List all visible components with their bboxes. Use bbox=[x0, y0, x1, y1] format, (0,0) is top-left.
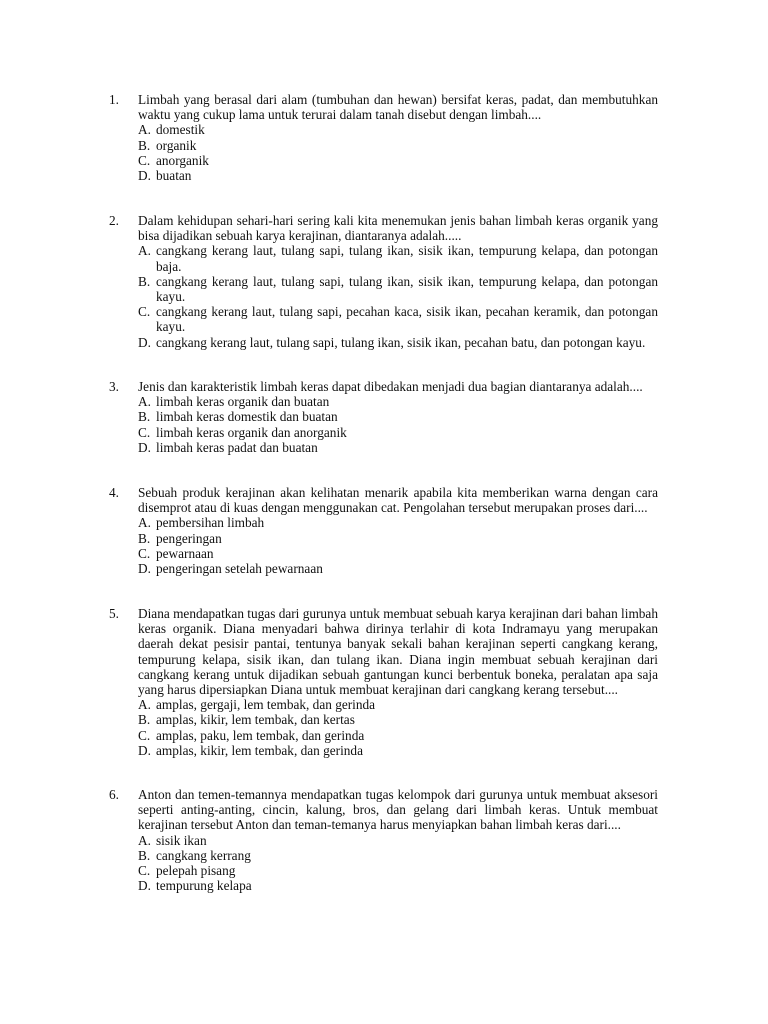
option-text: organik bbox=[156, 137, 197, 153]
option-d bbox=[138, 335, 658, 350]
question-stem: Sebuah produk kerajinan akan kelihatan menarik apabila kita memberikan warna dengan cara disemprot atau di kuas dengan menggunakan cat. Pengolahan tersebut merupakan proses dari.... bbox=[138, 485, 658, 516]
option-text: cangkang kerang laut, tulang sapi, tulang ikan, sisik ikan, pecahan batu, dan potongan kayu. bbox=[156, 334, 646, 350]
option-c bbox=[138, 153, 658, 168]
option-a bbox=[138, 833, 658, 848]
option-letter: B. bbox=[138, 273, 151, 289]
option-text: pelepah pisang bbox=[156, 863, 236, 879]
option-letter: A. bbox=[138, 122, 151, 138]
option-letter: D. bbox=[138, 878, 151, 894]
option-text: amplas, paku, lem tembak, dan gerinda bbox=[156, 727, 365, 743]
question-number: 1. bbox=[109, 92, 119, 107]
question-4 bbox=[109, 485, 658, 576]
answer-options bbox=[138, 515, 658, 576]
option-text: limbah keras padat dan buatan bbox=[156, 439, 318, 455]
option-a bbox=[138, 243, 658, 273]
option-text: anorganik bbox=[156, 152, 209, 168]
option-text: amplas, kikir, lem tembak, dan kertas bbox=[156, 712, 355, 728]
option-letter: B. bbox=[138, 847, 151, 863]
answer-options bbox=[138, 243, 658, 349]
option-b bbox=[138, 848, 658, 863]
option-b bbox=[138, 531, 658, 546]
option-text: cangkang kerang laut, tulang sapi, pecahan kaca, sisik ikan, pecahan keramik, dan potongan kayu. bbox=[156, 304, 658, 335]
option-letter: C. bbox=[138, 424, 151, 440]
option-d bbox=[138, 168, 658, 183]
question-body bbox=[138, 485, 658, 576]
option-a bbox=[138, 394, 658, 409]
question-stem: Dalam kehidupan sehari-hari sering kali kita menemukan jenis bahan limbah keras organik yang bisa dijadikan sebuah karya kerajinan, diantaranya adalah..... bbox=[138, 213, 658, 244]
question-2 bbox=[109, 213, 658, 350]
option-b bbox=[138, 274, 658, 304]
option-letter: B. bbox=[138, 137, 151, 153]
option-b bbox=[138, 712, 658, 727]
question-number: 4. bbox=[109, 485, 119, 500]
option-letter: D. bbox=[138, 334, 151, 350]
option-text: limbah keras organik dan buatan bbox=[156, 394, 330, 410]
question-number: 2. bbox=[109, 213, 119, 228]
option-a bbox=[138, 697, 658, 712]
option-letter: A. bbox=[138, 243, 151, 259]
option-letter: C. bbox=[138, 863, 151, 879]
option-a bbox=[138, 515, 658, 530]
option-letter: D. bbox=[138, 742, 151, 758]
answer-options bbox=[138, 122, 658, 183]
question-1 bbox=[109, 92, 658, 183]
option-letter: D. bbox=[138, 561, 151, 577]
option-text: cangkang kerrang bbox=[156, 847, 251, 863]
option-letter: B. bbox=[138, 712, 151, 728]
option-a bbox=[138, 122, 658, 137]
option-text: buatan bbox=[156, 168, 192, 184]
option-letter: A. bbox=[138, 832, 151, 848]
question-number: 5. bbox=[109, 606, 119, 621]
option-letter: A. bbox=[138, 394, 151, 410]
option-text: pembersihan limbah bbox=[156, 515, 265, 531]
option-text: limbah keras organik dan anorganik bbox=[156, 424, 347, 440]
option-c bbox=[138, 728, 658, 743]
answer-options bbox=[138, 833, 658, 894]
question-6 bbox=[109, 787, 658, 893]
option-d bbox=[138, 743, 658, 758]
option-text: pewarnaan bbox=[156, 545, 214, 561]
option-letter: A. bbox=[138, 697, 151, 713]
option-c bbox=[138, 304, 658, 334]
option-text: pengeringan setelah pewarnaan bbox=[156, 561, 323, 577]
question-body bbox=[138, 606, 658, 758]
question-number: 3. bbox=[109, 379, 119, 394]
option-text: cangkang kerang laut, tulang sapi, tulang ikan, sisik ikan, tempurung kelapa, dan potongan baja. bbox=[156, 243, 658, 274]
option-text: tempurung kelapa bbox=[156, 878, 252, 894]
question-body bbox=[138, 92, 658, 183]
option-c bbox=[138, 863, 658, 878]
option-letter: B. bbox=[138, 530, 151, 546]
question-body bbox=[138, 379, 658, 455]
question-stem: Anton dan temen-temannya mendapatkan tugas kelompok dari gurunya untuk membuat aksesori seperti anting-anting, cincin, kalung, bros, dan gelang dari limbah keras. Untuk membuat kerajinan tersebut Anton dan teman-temanya harus menyiapkan bahan limbah keras dari.... bbox=[138, 787, 658, 833]
option-letter: C. bbox=[138, 545, 151, 561]
option-text: amplas, kikir, lem tembak, dan gerinda bbox=[156, 742, 363, 758]
answer-options bbox=[138, 697, 658, 758]
option-text: limbah keras domestik dan buatan bbox=[156, 409, 338, 425]
option-letter: A. bbox=[138, 515, 151, 531]
option-letter: D. bbox=[138, 168, 151, 184]
question-3 bbox=[109, 379, 658, 455]
option-text: pengeringan bbox=[156, 530, 222, 546]
question-stem: Diana mendapatkan tugas dari gurunya untuk membuat sebuah karya kerajinan dari bahan limbah keras organik. Diana menyadari bahwa dirinya terlahir di kota Indramayu yang merupakan daerah dekat pesisir pantai, tentunya banyak sekali bahan kerajinan seperti cangkang kerang, tempurung kelapa, sisik ikan, dan tulang ikan. Diana ingin membuat sebuah kerajinan dari cangkang kerang untuk dijadikan sebuah gantungan kunci berbentuk boneka, peralatan apa saja yang harus dipersiapkan Diana untuk membuat kerajinan dari cangkang kerang tersebut.... bbox=[138, 606, 658, 698]
option-d bbox=[138, 440, 658, 455]
question-5 bbox=[109, 606, 658, 758]
question-body bbox=[138, 213, 658, 350]
question-body bbox=[138, 787, 658, 893]
option-letter: D. bbox=[138, 439, 151, 455]
option-letter: B. bbox=[138, 409, 151, 425]
question-stem: Limbah yang berasal dari alam (tumbuhan dan hewan) bersifat keras, padat, dan membutuhkan waktu yang cukup lama untuk terurai dalam tanah disebut dengan limbah.... bbox=[138, 92, 658, 123]
option-letter: C. bbox=[138, 304, 151, 320]
option-c bbox=[138, 425, 658, 440]
option-letter: C. bbox=[138, 152, 151, 168]
question-number: 6. bbox=[109, 787, 119, 802]
option-letter: C. bbox=[138, 727, 151, 743]
option-c bbox=[138, 546, 658, 561]
option-text: sisik ikan bbox=[156, 832, 207, 848]
option-text: amplas, gergaji, lem tembak, dan gerinda bbox=[156, 697, 376, 713]
option-d bbox=[138, 561, 658, 576]
question-stem: Jenis dan karakteristik limbah keras dapat dibedakan menjadi dua bagian diantaranya adalah.... bbox=[138, 379, 643, 394]
option-text: cangkang kerang laut, tulang sapi, tulang ikan, sisik ikan, tempurung kelapa, dan potongan kayu. bbox=[156, 273, 658, 305]
option-d bbox=[138, 878, 658, 893]
option-b bbox=[138, 409, 658, 424]
option-text: domestik bbox=[156, 122, 205, 138]
answer-options bbox=[138, 394, 658, 455]
option-b bbox=[138, 138, 658, 153]
